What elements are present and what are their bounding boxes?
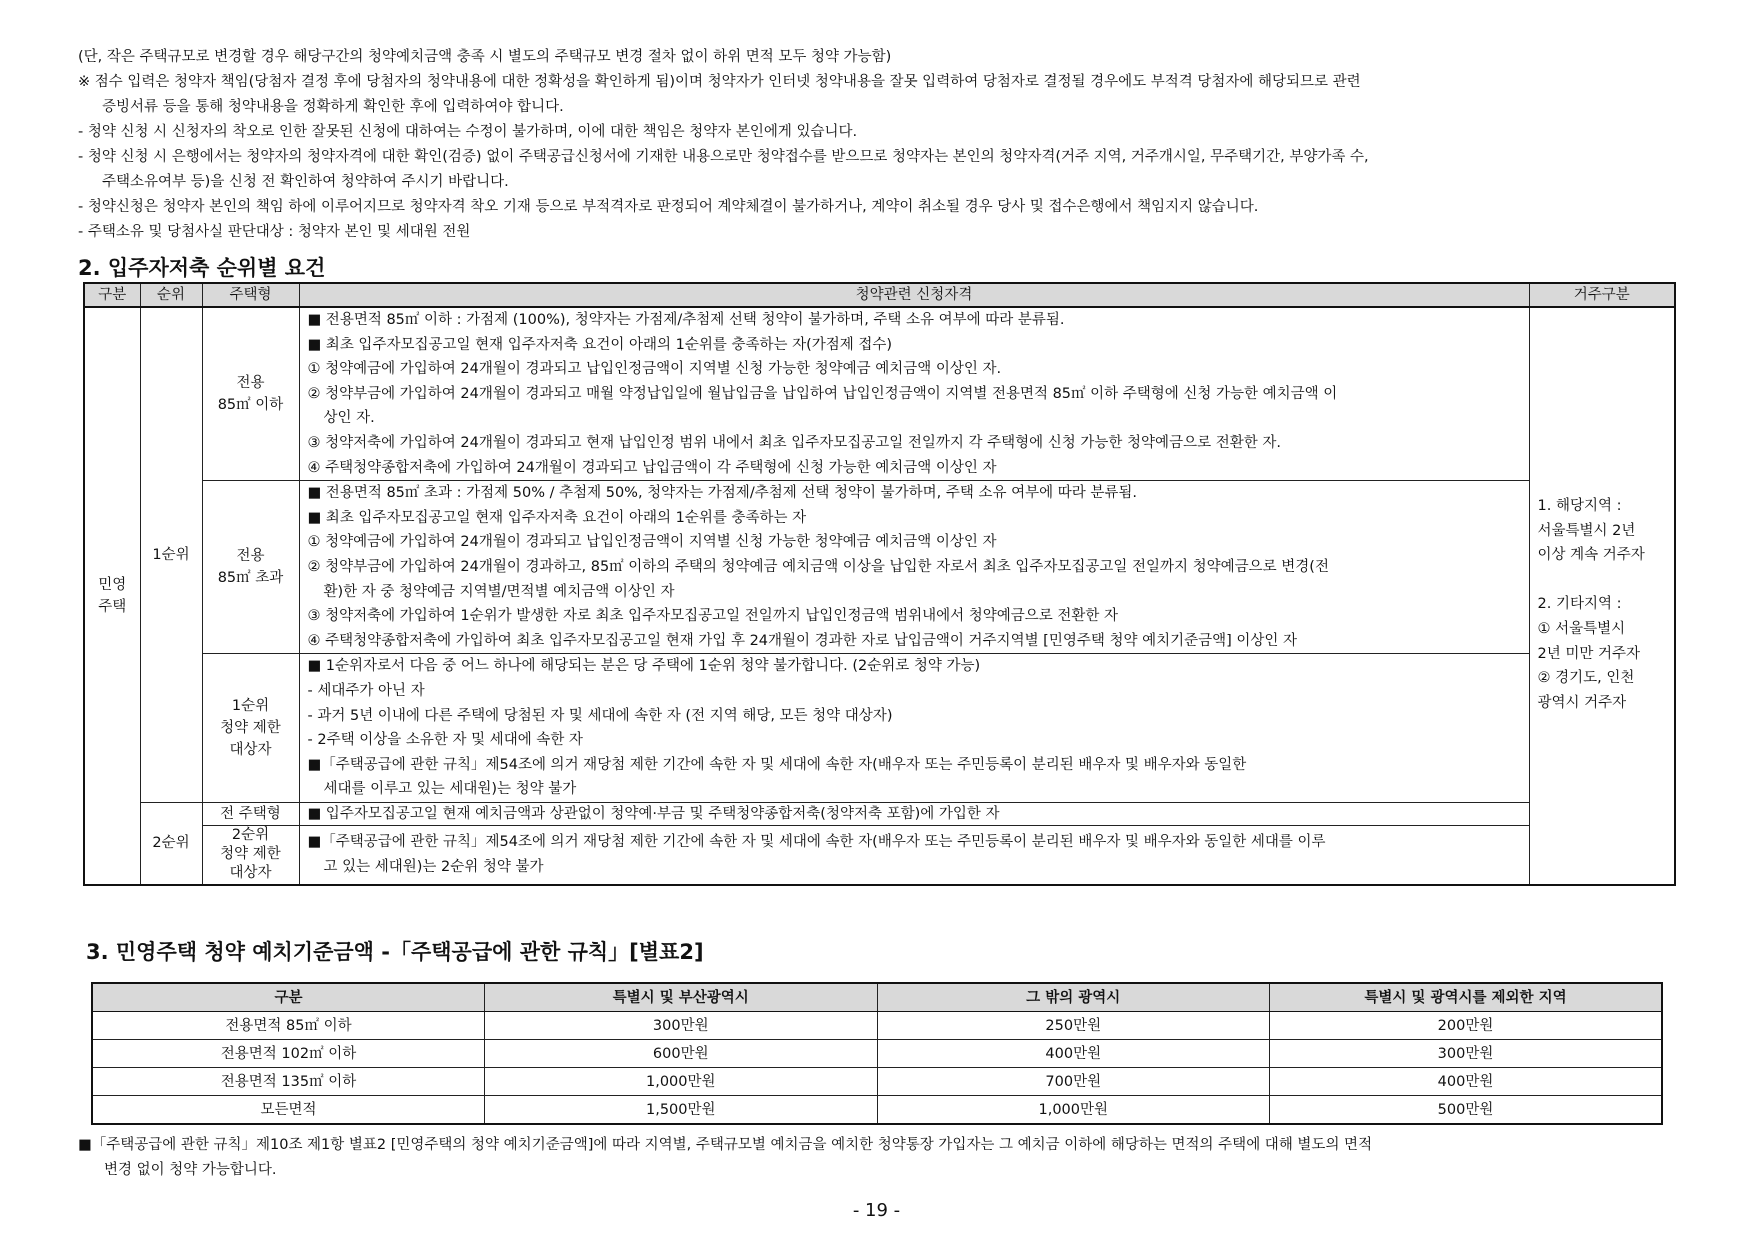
requirement-line: ■ 1순위자로서 다음 중 어느 하나에 해당되는 분은 당 주택에 1순위 청약 불가합니다. (2순위로 청약 가능) <box>307 658 981 675</box>
footnote-line: ■「주택공급에 관한 규칙」제10조 제1항 별표2 [민영주택의 청약 예치기준금액]에 따라 지역별, 주택규모별 예치금을 예치한 청약통장 가입자는 그 예치금 이하에 해당하는 면적의 주택에 대해 별도의 면적 <box>78 1137 1373 1153</box>
section2-title: 2. 입주자저축 순위별 요건 <box>78 256 326 280</box>
table-cell: 200만원 <box>1270 1012 1663 1040</box>
house-type-cell: 전용 85㎡ 이하 <box>202 307 299 481</box>
note-line: 주택소유여부 등)을 신청 전 확인하여 청약하여 주시기 바랍니다. <box>102 174 509 190</box>
table-cell: 전용면적 135㎡ 이하 <box>92 1068 485 1096</box>
table-row <box>92 1040 1662 1068</box>
header-cell: 순위 <box>140 283 202 307</box>
rank-cell: 1순위 <box>140 307 202 802</box>
header-cell: 거주구분 <box>1529 283 1675 307</box>
note-line: - 청약 신청 시 신청자의 착오로 인한 잘못된 신청에 대하여는 수정이 불가하며, 이에 대한 책임은 청약자 본인에게 있습니다. <box>78 124 858 140</box>
requirement-line: ■ 최초 입주자모집공고일 현재 입주자저축 요건이 아래의 1순위를 충족하는 자(가점제 접수) <box>307 336 893 353</box>
residence-spacer <box>1538 568 1667 593</box>
table-cell: 500만원 <box>1270 1096 1663 1125</box>
requirement-line: ■ 전용면적 85㎡ 초과 : 가점제 50% / 추첨제 50%, 청약자는 가점제/추첨제 선택 청약이 불가하며, 주택 소유 여부에 따라 분류됨. <box>307 485 1137 502</box>
note-line: ※ 점수 입력은 청약자 책임(당첨자 결정 후에 당첨자의 청약내용에 대한 정확성을 확인하게 됨)이며 청약자가 인터넷 청약내용을 잘못 입력하여 당첨자로 결정될 경우에도 부적격 당첨자에 해당되므로 관련 <box>78 74 1361 90</box>
table-cell: 1,000만원 <box>485 1068 878 1096</box>
rank-cell: 2순위 <box>140 802 202 885</box>
table-row <box>84 307 1675 481</box>
requirement-line: ■ 최초 입주자모집공고일 현재 입주자저축 요건이 아래의 1순위를 충족하는 자 <box>307 509 807 526</box>
requirement-line: ② 청약부금에 가입하여 24개월이 경과되고 매월 약정납입일에 월납입금을 납입하여 납입인정금액이 지역별 전용면적 85㎡ 이하 주택형에 신청 가능한 예치금액 이 <box>307 385 1338 402</box>
rank-requirements-table <box>83 282 1676 886</box>
requirement-line: ③ 청약저축에 가입하여 24개월이 경과되고 현재 납입인정 범위 내에서 최초 입주자모집공고일 전일까지 각 주택형에 신청 가능한 청약예금으로 전환한 자. <box>307 434 1281 451</box>
requirement-line: ① 청약예금에 가입하여 24개월이 경과되고 납입인정금액이 지역별 신청 가능한 청약예금 예치금액 이상인 자. <box>307 361 1002 378</box>
residence-line: 서울특별시 2년 <box>1537 522 1636 539</box>
requirement-cell <box>299 825 1529 885</box>
residence-line: 광역시 거주자 <box>1537 694 1627 711</box>
table-row <box>92 1012 1662 1040</box>
table-header-row <box>84 283 1675 307</box>
residence-cell <box>1529 307 1675 885</box>
residence-line: 2년 미만 거주자 <box>1537 645 1640 662</box>
requirement-line: ④ 주택청약종합저축에 가입하여 최초 입주자모집공고일 현재 가입 후 24개월이 경과한 자로 납입금액이 거주지역별 [민영주택 청약 예치기준금액] 이상인 자 <box>307 632 1298 649</box>
table-cell: 400만원 <box>1270 1068 1663 1096</box>
category-cell: 민영 주택 <box>84 307 140 885</box>
requirement-line: 환)한 자 중 청약예금 지역별/면적별 예치금액 이상인 자 <box>323 583 675 600</box>
requirement-cell <box>299 802 1529 825</box>
deposit-amount-table <box>91 982 1663 1125</box>
table-cell: 전용면적 102㎡ 이하 <box>92 1040 485 1068</box>
table-cell: 600만원 <box>485 1040 878 1068</box>
requirement-line: 고 있는 세대원)는 2순위 청약 불가 <box>323 858 544 875</box>
residence-line: 2. 기타지역 : <box>1537 596 1622 613</box>
house-type-cell: 1순위 청약 제한 대상자 <box>202 654 299 803</box>
note-line: - 청약신청은 청약자 본인의 책임 하에 이루어지므로 청약자격 착오 기재 등으로 부적격자로 판정되어 계약체결이 불가하거나, 계약이 취소될 경우 당사 및 접수은행에서 책임지지 않습니다. <box>78 199 1259 215</box>
table-cell: 300만원 <box>1270 1040 1663 1068</box>
table-cell: 1,000만원 <box>877 1096 1270 1125</box>
table-row <box>84 654 1675 803</box>
requirement-line: 상인 자. <box>323 410 375 427</box>
table-row <box>92 1096 1662 1125</box>
table-row <box>92 1068 1662 1096</box>
note-line: (단, 작은 주택규모로 변경할 경우 해당구간의 청약예치금액 충족 시 별도의 주택규모 변경 절차 없이 하위 면적 모두 청약 가능함) <box>78 49 892 65</box>
requirement-line: 세대를 이루고 있는 세대원)는 청약 불가 <box>323 781 577 798</box>
table-cell: 700만원 <box>877 1068 1270 1096</box>
note-line: 증빙서류 등을 통해 청약내용을 정확하게 확인한 후에 입력하여야 합니다. <box>102 99 564 115</box>
note-line: - 주택소유 및 당첨사실 판단대상 : 청약자 본인 및 세대원 전원 <box>78 224 471 240</box>
residence-line: ② 경기도, 인천 <box>1537 670 1635 687</box>
house-type-cell: 전용 85㎡ 초과 <box>202 481 299 654</box>
requirement-line: ■「주택공급에 관한 규칙」제54조에 의거 재당첨 제한 기간에 속한 자 및 세대에 속한 자(배우자 또는 주민등록이 분리된 배우자 및 배우자와 동일한 세대를 이루 <box>307 834 1326 851</box>
house-type-cell: 전 주택형 <box>202 802 299 825</box>
requirement-line: - 과거 5년 이내에 다른 주택에 당첨된 자 및 세대에 속한 자 (전 지역 해당, 모든 청약 대상자) <box>307 707 893 724</box>
requirement-line: ① 청약예금에 가입하여 24개월이 경과되고 납입인정금액이 지역별 신청 가능한 청약예금 예치금액 이상인 자 <box>307 534 997 551</box>
requirement-line: - 2주택 이상을 소유한 자 및 세대에 속한 자 <box>307 732 583 749</box>
table-cell: 모든면적 <box>92 1096 485 1125</box>
requirement-line: ■ 입주자모집공고일 현재 예치금액과 상관없이 청약예·부금 및 주택청약종합저축(청약저축 포함)에 가입한 자 <box>307 805 1000 822</box>
table-cell: 250만원 <box>877 1012 1270 1040</box>
residence-line: ① 서울특별시 <box>1537 620 1626 637</box>
header-cell: 그 밖의 광역시 <box>877 983 1270 1012</box>
header-cell: 구분 <box>92 983 485 1012</box>
footnote-line: 변경 없이 청약 가능합니다. <box>104 1162 277 1178</box>
header-cell: 특별시 및 부산광역시 <box>485 983 878 1012</box>
requirement-cell <box>299 307 1529 481</box>
table-row <box>84 825 1675 885</box>
footnote <box>78 1133 1690 1183</box>
header-cell: 청약관련 신청자격 <box>299 283 1529 307</box>
house-type-cell: 2순위 청약 제한 대상자 <box>202 825 299 885</box>
requirement-line: - 세대주가 아닌 자 <box>307 682 425 699</box>
table-header-row <box>92 983 1662 1012</box>
table-cell: 400만원 <box>877 1040 1270 1068</box>
requirement-line: ■「주택공급에 관한 규칙」제54조에 의거 재당첨 제한 기간에 속한 자 및 세대에 속한 자(배우자 또는 주민등록이 분리된 배우자 및 배우자와 동일한 <box>307 756 1247 773</box>
page-number: - 19 - <box>852 1200 901 1221</box>
table-cell: 300만원 <box>485 1012 878 1040</box>
header-cell: 특별시 및 광역시를 제외한 지역 <box>1270 983 1663 1012</box>
requirement-cell <box>299 654 1529 803</box>
requirement-line: ■ 전용면적 85㎡ 이하 : 가점제 (100%), 청약자는 가점제/추첨제 선택 청약이 불가하며, 주택 소유 여부에 따라 분류됨. <box>307 312 1065 328</box>
residence-line: 1. 해당지역 : <box>1537 498 1622 514</box>
requirement-line: ④ 주택청약종합저축에 가입하여 24개월이 경과되고 납입금액이 각 주택형에 신청 가능한 예치금액 이상인 자 <box>307 459 997 476</box>
header-cell: 구분 <box>84 283 140 307</box>
table-row <box>84 802 1675 825</box>
notes-block <box>78 45 1690 245</box>
table-row <box>84 481 1675 654</box>
requirement-line: ② 청약부금에 가입하여 24개월이 경과하고, 85㎡ 이하의 주택의 청약예금 예치금액 이상을 납입한 자로서 최초 입주자모집공고일 전일까지 청약예금으로 변경(전 <box>307 558 1329 575</box>
header-cell: 주택형 <box>202 283 299 307</box>
table-cell: 전용면적 85㎡ 이하 <box>92 1012 485 1040</box>
requirement-cell <box>299 481 1529 654</box>
note-line: - 청약 신청 시 은행에서는 청약자의 청약자격에 대한 확인(검증) 없이 주택공급신청서에 기재한 내용으로만 청약접수를 받으므로 청약자는 본인의 청약자격(거주 지역, 거주개시일, 무주택기간, 부양가족 수, <box>78 149 1369 165</box>
table-cell: 1,500만원 <box>485 1096 878 1125</box>
residence-line: 이상 계속 거주자 <box>1537 547 1645 564</box>
requirement-line: ③ 청약저축에 가입하여 1순위가 발생한 자로 최초 입주자모집공고일 전일까지 납입인정금액 범위내에서 청약예금으로 전환한 자 <box>307 608 1119 625</box>
section3-title: 3. 민영주택 청약 예치기준금액 -「주택공급에 관한 규칙」[별표2] <box>86 940 704 964</box>
